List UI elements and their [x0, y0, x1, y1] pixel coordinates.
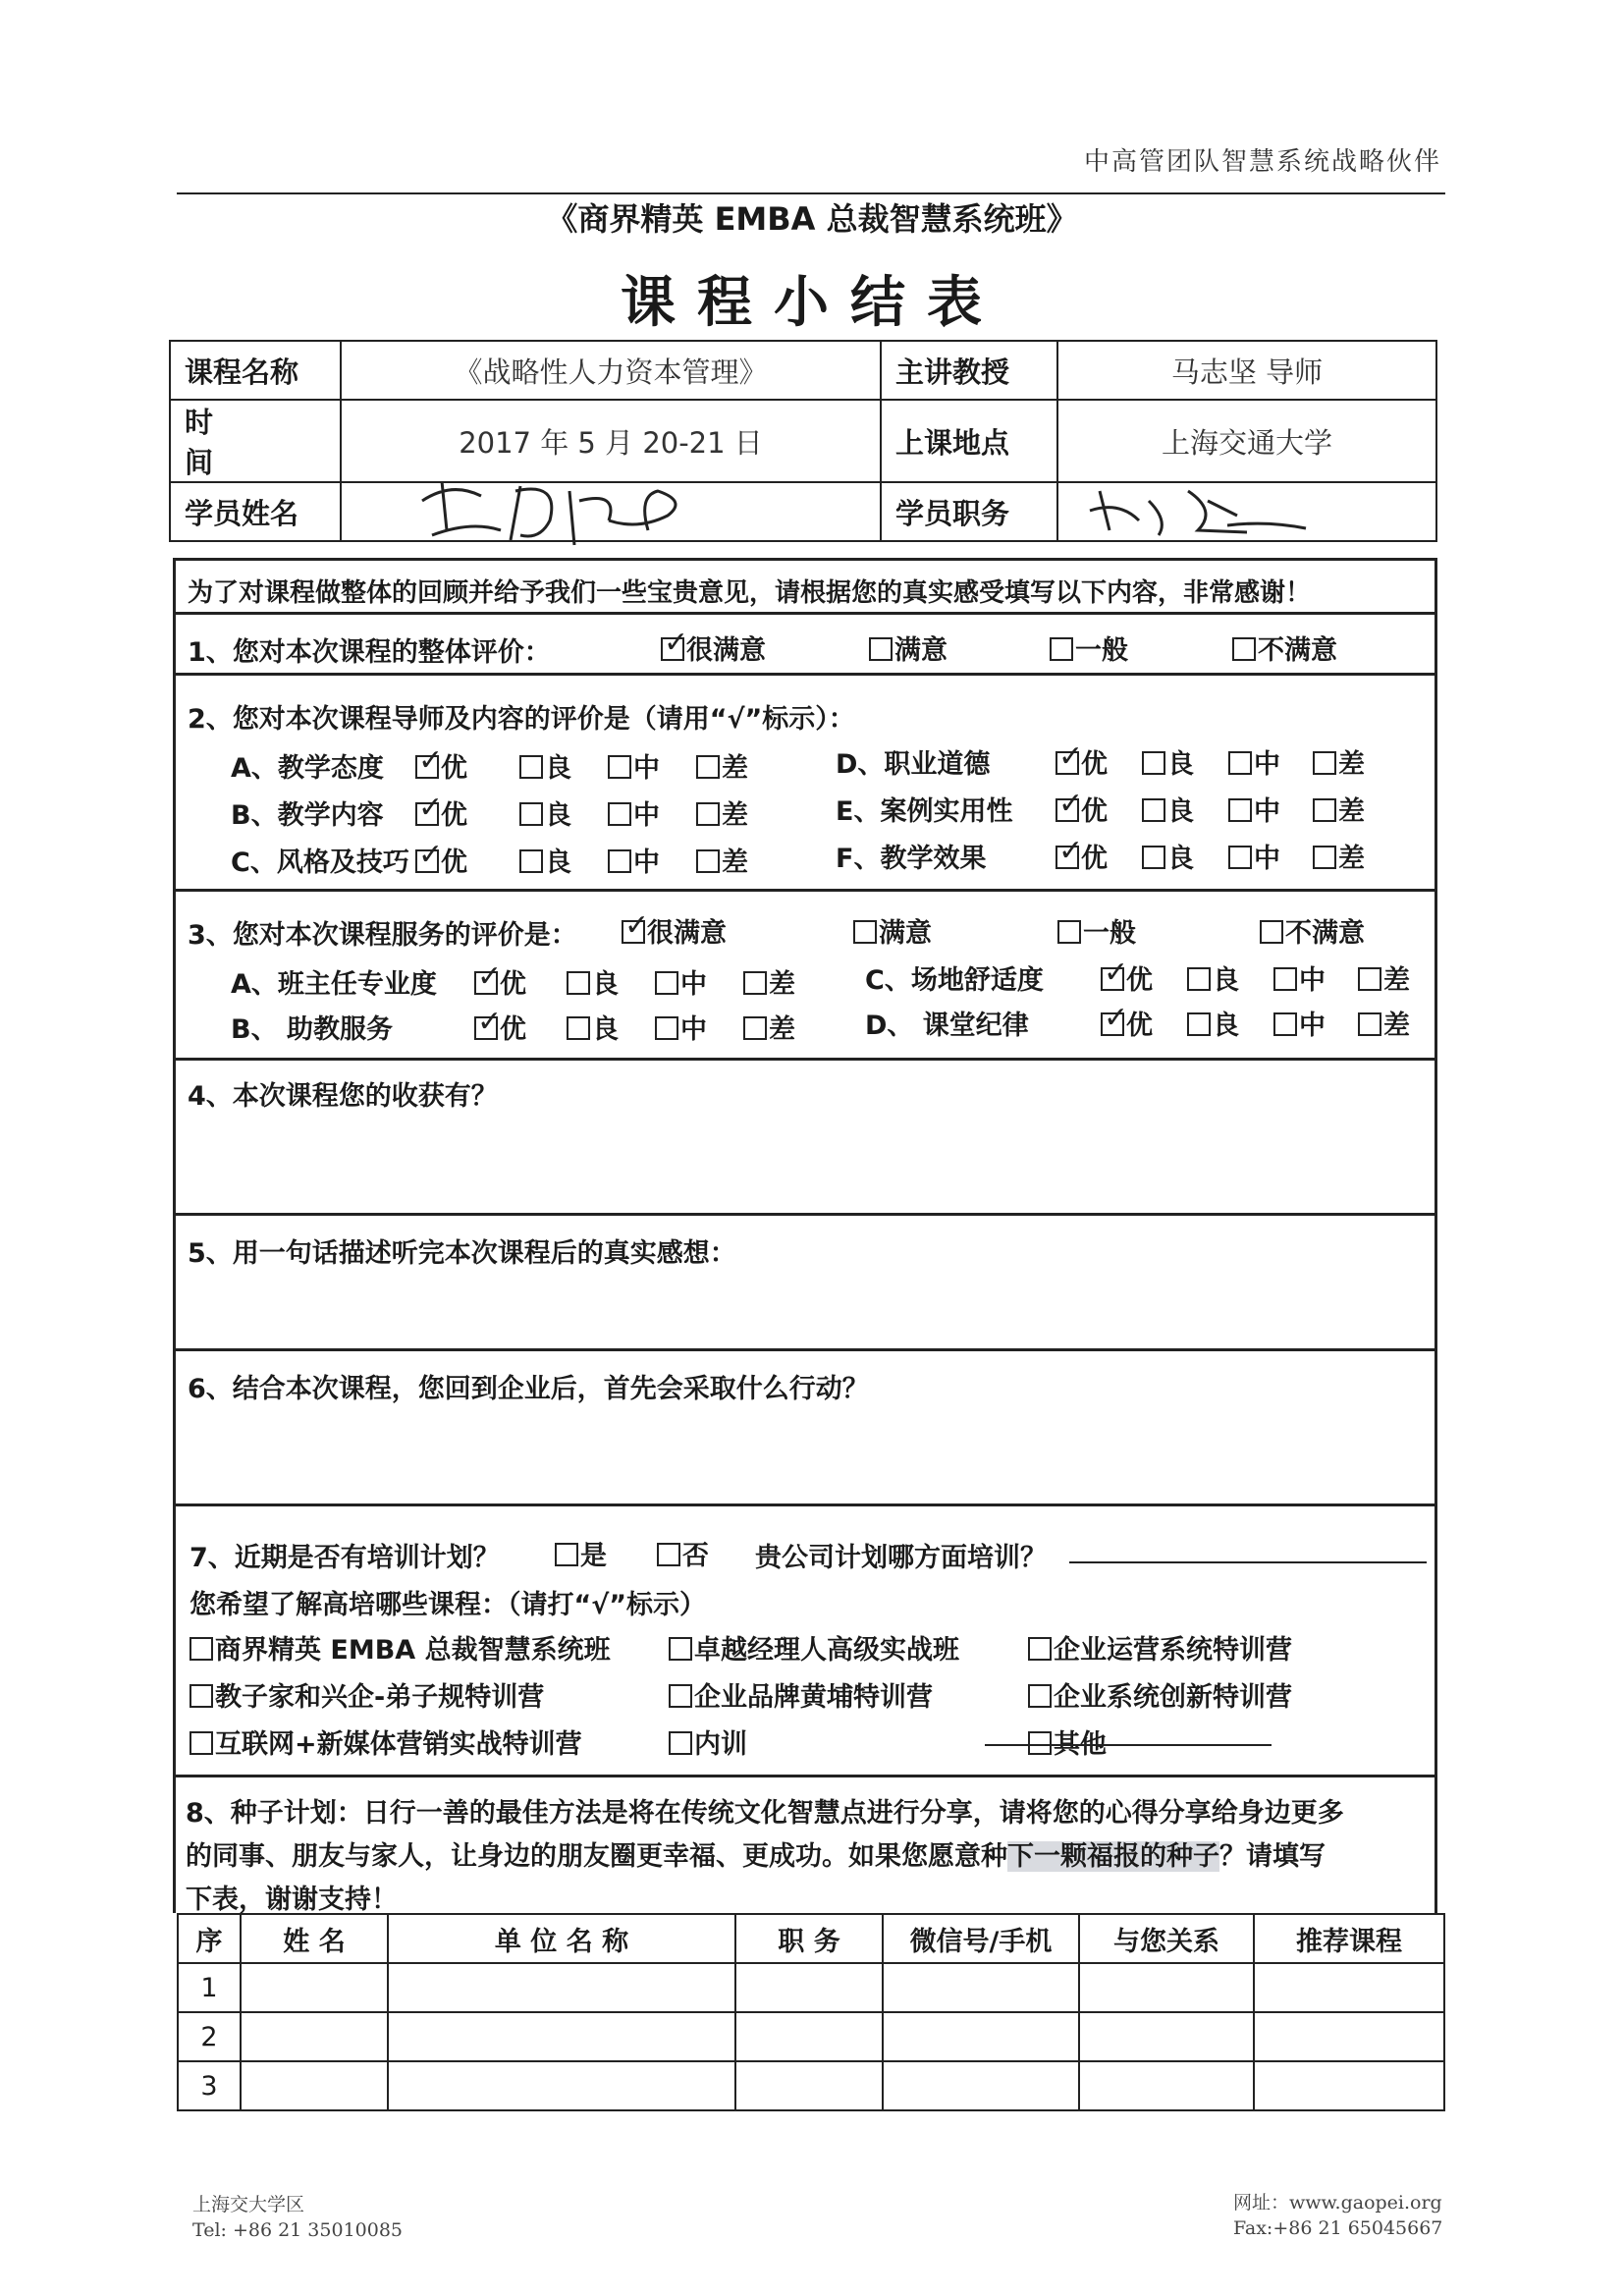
checkbox[interactable] — [696, 755, 720, 779]
checkbox[interactable] — [869, 637, 893, 661]
checkbox[interactable] — [608, 849, 631, 873]
student-name-label: 学员姓名 — [170, 482, 341, 541]
course-option[interactable]: 企业运营系统特训营 — [1028, 1628, 1292, 1667]
checkbox[interactable] — [1313, 798, 1336, 822]
q3-grade-option[interactable]: 差 — [1358, 958, 1410, 997]
checkbox[interactable] — [655, 1016, 678, 1040]
q2-grade-option[interactable]: 中 — [1228, 837, 1280, 875]
course-name-label: 课程名称 — [170, 341, 341, 400]
checkbox[interactable] — [669, 1684, 692, 1708]
checkbox[interactable] — [189, 1684, 213, 1708]
q8-section — [173, 1777, 1437, 1913]
footer-left — [192, 2192, 403, 2243]
checkbox-checked[interactable] — [415, 802, 439, 826]
referral-header-row — [178, 1914, 1444, 1963]
q3-item-label: A、班主任专业度 — [231, 969, 437, 1000]
q3-option-1[interactable]: 满意 — [853, 911, 932, 950]
checkbox[interactable] — [1142, 798, 1165, 822]
checkbox[interactable] — [657, 1543, 680, 1566]
col-course: 推荐课程 — [1254, 1914, 1444, 1963]
checkbox[interactable] — [1313, 846, 1336, 869]
course-option[interactable]: 企业品牌黄埔特训营 — [669, 1675, 933, 1714]
footer-fax: Fax:+86 21 65045667 — [1233, 2217, 1443, 2239]
footer-campus: 上海交大学区 — [192, 2194, 305, 2215]
tagline: 中高管团队智慧系统战略伙伴 — [1083, 147, 1441, 177]
col-position: 职 务 — [735, 1914, 883, 1963]
q2-item-label: A、教学态度 — [231, 753, 384, 784]
q7-label: 7、近期是否有培训计划？ — [189, 1543, 500, 1573]
table-row[interactable]: 1 — [178, 1963, 1444, 2012]
q7-which-label: 贵公司计划哪方面培训？ — [755, 1543, 1047, 1573]
checkbox[interactable] — [519, 755, 543, 779]
checkbox[interactable] — [1028, 1684, 1052, 1708]
q3-item-label: B、 助教服务 — [231, 1014, 393, 1045]
checkbox-checked[interactable] — [1056, 846, 1079, 869]
checkbox-checked[interactable] — [415, 755, 439, 779]
checkbox[interactable] — [743, 971, 767, 995]
q1-option-0[interactable]: ✓ 很满意 — [661, 629, 766, 667]
position-signature — [1080, 471, 1335, 550]
q3-grade-option[interactable]: 差 — [743, 1008, 795, 1046]
q2-grade-option[interactable]: 良 — [519, 746, 571, 785]
q1-option-2[interactable]: 一般 — [1050, 629, 1128, 667]
location-value: 上海交通大学 — [1057, 400, 1436, 482]
q3-grade-option[interactable]: ✓ 优 — [474, 962, 526, 1001]
q3-grade-option[interactable]: 中 — [655, 962, 707, 1001]
q2-grade-option[interactable]: 差 — [1313, 742, 1365, 781]
q4-label: 4、本次课程您的收获有？ — [188, 1081, 498, 1112]
course-option[interactable]: 企业系统创新特训营 — [1028, 1675, 1292, 1714]
q3-grade-option[interactable]: 良 — [1187, 1004, 1239, 1042]
checkbox[interactable] — [567, 1016, 590, 1040]
referral-table — [177, 1913, 1445, 2111]
checkbox[interactable] — [1313, 751, 1336, 775]
col-company: 单 位 名 称 — [388, 1914, 735, 1963]
checkbox[interactable] — [696, 849, 720, 873]
checkbox-checked[interactable] — [474, 971, 498, 995]
q2-grade-option[interactable]: ✓ 优 — [1056, 837, 1108, 875]
q2-item-label: D、职业道德 — [836, 749, 991, 780]
checkbox[interactable] — [608, 755, 631, 779]
q7-section — [173, 1506, 1437, 1777]
q6-section[interactable] — [173, 1351, 1437, 1506]
footer-website: 网址：www.gaopei.org — [1233, 2192, 1442, 2214]
checkbox[interactable] — [608, 802, 631, 826]
q3-grade-option[interactable]: 中 — [655, 1008, 707, 1046]
q2-grade-option[interactable]: 良 — [1142, 742, 1194, 781]
checkbox[interactable] — [1187, 1012, 1211, 1036]
checkbox-checked[interactable] — [661, 637, 684, 661]
q2-grade-option[interactable]: ✓ 优 — [415, 793, 467, 832]
q1-option-3[interactable]: 不满意 — [1232, 629, 1337, 667]
checkbox-checked[interactable] — [1101, 1012, 1124, 1036]
location-label: 上课地点 — [881, 400, 1057, 482]
q2-grade-option[interactable]: 中 — [608, 746, 660, 785]
q2-item-label: C、风格及技巧 — [231, 847, 409, 878]
q2-grade-option[interactable]: 良 — [519, 793, 571, 832]
checkbox[interactable] — [1050, 637, 1073, 661]
q3-option-3[interactable]: 不满意 — [1260, 911, 1365, 950]
checkbox[interactable] — [669, 1731, 692, 1755]
q8-line-3: 下表，谢谢支持！ — [186, 1885, 398, 1915]
q2-grade-option[interactable]: 中 — [1228, 742, 1280, 781]
checkbox[interactable] — [1260, 920, 1283, 944]
q1-option-1[interactable]: 满意 — [869, 629, 947, 667]
checkbox[interactable] — [696, 802, 720, 826]
q2-grade-option[interactable]: 差 — [1313, 790, 1365, 828]
checkbox[interactable] — [1028, 1731, 1052, 1755]
q2-grade-option[interactable]: 良 — [1142, 790, 1194, 828]
checkbox[interactable] — [1187, 967, 1211, 991]
q2-item-label: E、案例实用性 — [836, 796, 1013, 827]
q3-grade-option[interactable]: ✓ 优 — [1101, 958, 1153, 997]
q7-other-field[interactable] — [985, 1744, 1272, 1746]
q2-grade-option[interactable]: ✓ 优 — [1056, 742, 1108, 781]
q2-grade-option[interactable]: ✓ 优 — [415, 841, 467, 879]
q1-section — [173, 615, 1437, 676]
checkbox[interactable] — [1228, 798, 1252, 822]
q7-yes[interactable]: 是 — [555, 1534, 607, 1572]
q6-label: 6、结合本次课程，您回到企业后，首先会采取什么行动？ — [188, 1374, 869, 1404]
course-option[interactable]: 其他 — [1028, 1722, 1107, 1761]
q4-section[interactable] — [173, 1061, 1437, 1216]
table-row[interactable]: 2 — [178, 2012, 1444, 2061]
course-option[interactable]: 内训 — [669, 1722, 747, 1761]
q7-which-field[interactable] — [1069, 1561, 1427, 1563]
q3-section — [173, 892, 1437, 1061]
professor-label: 主讲教授 — [881, 341, 1057, 400]
program-subtitle: 《商界精英 EMBA 总裁智慧系统班》 — [546, 200, 1078, 238]
checkbox[interactable] — [1273, 967, 1297, 991]
q3-grade-option[interactable]: 良 — [567, 1008, 619, 1046]
course-option[interactable]: 卓越经理人高级实战班 — [669, 1628, 959, 1667]
checkbox-checked[interactable] — [622, 920, 645, 944]
q3-item-label: D、 课堂纪律 — [865, 1011, 1029, 1041]
checkbox[interactable] — [655, 971, 678, 995]
q3-grade-option[interactable]: 良 — [1187, 958, 1239, 997]
q3-label: 3、您对本次课程服务的评价是： — [188, 920, 577, 951]
q7-hope-label: 您希望了解高培哪些课程：（请打“√”标示） — [189, 1590, 706, 1620]
checkbox[interactable] — [743, 1016, 767, 1040]
q2-grade-option[interactable]: 良 — [1142, 837, 1194, 875]
position-label: 学员职务 — [881, 482, 1057, 541]
checkbox[interactable] — [1057, 920, 1081, 944]
table-row[interactable]: 3 — [178, 2061, 1444, 2110]
time-label: 时 间 — [170, 400, 341, 482]
q3-option-0[interactable]: ✓ 很满意 — [622, 911, 727, 950]
checkbox[interactable] — [519, 802, 543, 826]
checkbox-checked[interactable] — [1101, 967, 1124, 991]
course-option[interactable]: 教子家和兴企-弟子规特训营 — [189, 1675, 544, 1714]
student-signature — [412, 462, 707, 550]
col-relation: 与您关系 — [1079, 1914, 1254, 1963]
q2-item-label: F、教学效果 — [836, 844, 987, 874]
checkbox-checked[interactable] — [474, 1016, 498, 1040]
q3-grade-option[interactable]: 中 — [1273, 1004, 1326, 1042]
q8-line-2: 的同事、朋友与家人，让身边的朋友圈更幸福、更成功。如果您愿意种下一颗福报的种子？请填写 — [186, 1841, 1326, 1872]
q8-highlight: 下一颗福报的种子 — [1007, 1841, 1219, 1872]
q2-grade-option[interactable]: ✓ 优 — [1056, 790, 1108, 828]
q3-grade-option[interactable]: 差 — [743, 962, 795, 1001]
q3-grade-option[interactable]: 中 — [1273, 958, 1326, 997]
q5-section[interactable] — [173, 1216, 1437, 1351]
col-index: 序 — [178, 1914, 241, 1963]
q1-label: 1、您对本次课程的整体评价： — [188, 637, 551, 668]
q3-grade-option[interactable]: 良 — [567, 962, 619, 1001]
checkbox[interactable] — [1358, 1012, 1381, 1036]
course-name-value: 《战略性人力资本管理》 — [341, 341, 881, 400]
checkbox[interactable] — [1358, 967, 1381, 991]
checkbox[interactable] — [555, 1543, 578, 1566]
q3-option-2[interactable]: 一般 — [1057, 911, 1136, 950]
q2-grade-option[interactable]: ✓ 优 — [415, 746, 467, 785]
q2-item-label: B、教学内容 — [231, 800, 384, 831]
checkbox-checked[interactable] — [1056, 798, 1079, 822]
checkbox[interactable] — [189, 1731, 213, 1755]
q2-grade-option[interactable]: 中 — [608, 793, 660, 832]
col-name: 姓 名 — [241, 1914, 388, 1963]
q2-grade-option[interactable]: 差 — [696, 793, 748, 832]
footer-tel: Tel: +86 21 35010085 — [192, 2219, 404, 2241]
q2-grade-option[interactable]: 良 — [519, 841, 571, 879]
q2-grade-option[interactable]: 差 — [1313, 837, 1365, 875]
checkbox-checked[interactable] — [1056, 751, 1079, 775]
q2-grade-option[interactable]: 差 — [696, 841, 748, 879]
q3-grade-option[interactable]: ✓ 优 — [474, 1008, 526, 1046]
checkbox[interactable] — [1273, 1012, 1297, 1036]
q2-grade-option[interactable]: 差 — [696, 746, 748, 785]
q2-grade-option[interactable]: 中 — [1228, 790, 1280, 828]
q8-line-1: 8、种子计划：日行一善的最佳方法是将在传统文化智慧点进行分享，请将您的心得分享给身边更多 — [186, 1798, 1344, 1829]
time-value: 2017 年 5 月 20-21 日 — [341, 400, 881, 482]
col-wechat: 微信号/手机 — [883, 1914, 1079, 1963]
checkbox[interactable] — [519, 849, 543, 873]
q7-no[interactable]: 否 — [657, 1534, 709, 1572]
q3-item-label: C、场地舒适度 — [865, 965, 1044, 996]
q2-grade-option[interactable]: 中 — [608, 841, 660, 879]
checkbox[interactable] — [669, 1637, 692, 1661]
form-title: 课程小结表 — [621, 271, 1003, 335]
checkbox[interactable] — [853, 920, 877, 944]
q2-section — [173, 676, 1437, 892]
checkbox-checked[interactable] — [415, 849, 439, 873]
checkbox[interactable] — [1228, 751, 1252, 775]
course-option[interactable]: 互联网+新媒体营销实战特训营 — [189, 1722, 582, 1761]
intro-text: 为了对课程做整体的回顾并给予我们一些宝贵意见，请根据您的真实感受填写以下内容，非常感谢！ — [188, 578, 1312, 608]
q3-grade-option[interactable]: ✓ 优 — [1101, 1004, 1153, 1042]
checkbox[interactable] — [189, 1637, 213, 1661]
q2-label: 2、您对本次课程导师及内容的评价是（请用“√”标示）： — [188, 704, 855, 735]
q5-label: 5、用一句话描述听完本次课程后的真实感想： — [188, 1238, 736, 1269]
q3-grade-option[interactable]: 差 — [1358, 1004, 1410, 1042]
intro-section — [173, 558, 1437, 615]
checkbox[interactable] — [1232, 637, 1256, 661]
checkbox[interactable] — [1028, 1637, 1052, 1661]
checkbox[interactable] — [1142, 751, 1165, 775]
checkbox[interactable] — [1228, 846, 1252, 869]
professor-value: 马志坚 导师 — [1057, 341, 1436, 400]
course-option[interactable]: 商界精英 EMBA 总裁智慧系统班 — [189, 1628, 611, 1667]
checkbox[interactable] — [567, 971, 590, 995]
checkbox[interactable] — [1142, 846, 1165, 869]
footer-right — [1233, 2190, 1442, 2241]
